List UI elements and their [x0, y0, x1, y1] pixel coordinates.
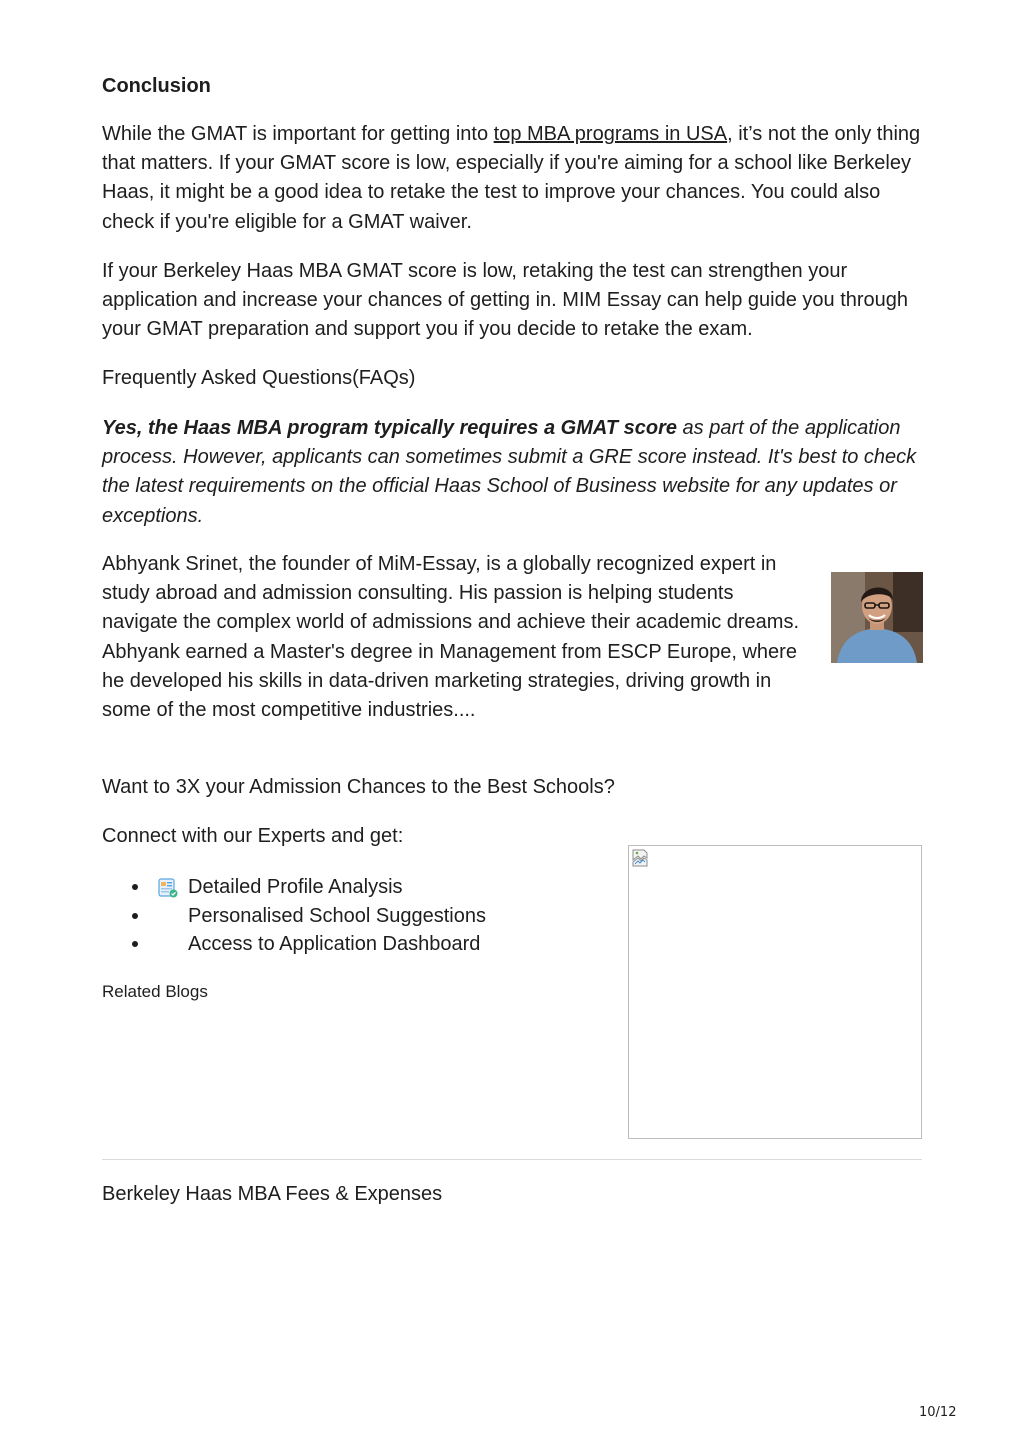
- related-blogs-label: Related Blogs: [102, 982, 208, 1001]
- top-mba-programs-link[interactable]: top MBA programs in USA: [493, 123, 728, 145]
- faq-answer-emphasis: Yes, the Haas MBA program typically requires a GMAT score: [102, 417, 677, 439]
- profile-card-icon: [158, 878, 178, 898]
- bullet-icon: [132, 913, 138, 919]
- author-portrait-image: [831, 572, 923, 663]
- cta-subtitle: Connect with our Experts and get:: [102, 825, 404, 847]
- bullet-icon: [132, 884, 138, 890]
- benefit-label: Detailed Profile Analysis: [188, 876, 403, 898]
- author-bio: Abhyank Srinet, the founder of MiM-Essay, is a globally recognized expert in study abroad and admission consulting. His passion is helping students navigate the complex world of admissions and achieve their academic dreams. Abhyank earned a Master's degree in Management from ESCP Europe, where he developed his skills in data-driven marketing strategies, driving growth in some of the most competitive industries....: [102, 553, 800, 722]
- faq-answer: [102, 414, 922, 531]
- author-avatar: [831, 572, 923, 663]
- paragraph-text: While the GMAT is important for getting into: [102, 123, 494, 145]
- conclusion-paragraph-2: If your Berkeley Haas MBA GMAT score is low, retaking the test can strengthen your application and increase your chances of getting in. MIM Essay can help guide you through your GMAT preparation and support you if you decide to retake the exam.: [102, 260, 909, 341]
- broken-image-icon: [631, 848, 651, 868]
- faq-answer-text: as part of the application process. However, applicants can sometimes submit a GRE score instead. It's best to check the latest requirements on the official Haas School of Business website for any updates or exceptions.: [102, 417, 917, 527]
- benefit-label: Personalised School Suggestions: [188, 904, 486, 927]
- list-item: [102, 930, 486, 959]
- benefit-label: Access to Application Dashboard: [188, 933, 481, 955]
- related-blog-title[interactable]: Berkeley Haas MBA Fees & Expenses: [102, 1183, 443, 1205]
- bullet-icon: [132, 941, 138, 947]
- list-item: [102, 873, 486, 902]
- cta-title: Want to 3X your Admission Chances to the Best Schools?: [102, 776, 615, 798]
- benefits-list: [102, 873, 486, 959]
- conclusion-paragraph-1: [102, 120, 922, 237]
- page-number: 10/12: [919, 1405, 957, 1420]
- section-divider: [102, 1159, 922, 1160]
- conclusion-heading: Conclusion: [102, 75, 211, 97]
- paragraph-text: , it’s not the only thing that matters. If your GMAT score is low, especially if you're aiming for a school like Berkeley Haas, it might be a good idea to retake the test to improve your chances. You could also check if you're eligible for a GMAT waiver.: [102, 123, 921, 233]
- list-item: [102, 902, 486, 931]
- faq-title: Frequently Asked Questions(FAQs): [102, 367, 416, 389]
- broken-image-placeholder: [628, 845, 922, 1139]
